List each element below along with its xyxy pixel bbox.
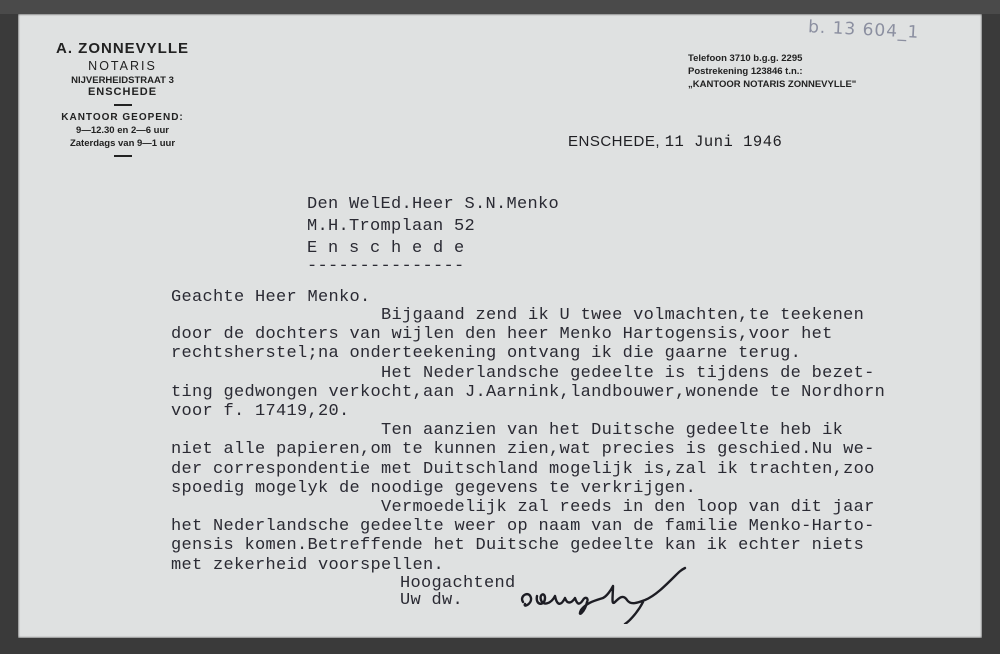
- letter-body: [171, 306, 885, 575]
- office-hours-label: KANTOOR GEOPEND:: [61, 112, 184, 123]
- body-line: ting gedwongen verkocht,aan J.Aarnink,landbouwer,wonende te Nordhorn: [171, 382, 886, 402]
- body-line: het Nederlandsche gedeelte weer op naam van de familie Menko-Harto-: [171, 517, 875, 537]
- salutation: Geachte Heer Menko.: [171, 288, 371, 307]
- body-line: rechtsherstel;na onderteekening ontvang ik die gaarne terug.: [171, 344, 802, 364]
- signature: [515, 566, 695, 624]
- closing: [400, 575, 516, 609]
- body-line: spoedig mogelyk de noodige gegevens te verkrijgen.: [171, 478, 697, 498]
- closing-line: Hoogachtend: [400, 574, 516, 593]
- address-underline: ---------------: [307, 257, 465, 276]
- letterhead: [30, 40, 215, 163]
- date-place: ENSCHEDE,: [568, 133, 661, 150]
- address-line: M.H.Tromplaan 52: [307, 217, 476, 236]
- divider: [114, 155, 132, 157]
- letter-date: [568, 133, 782, 151]
- body-line: door de dochters van wijlen den heer Menko Hartogensis,voor het: [171, 325, 833, 345]
- body-line: niet alle papieren,om te kunnen zien,wat precies is geschied.Nu we-: [171, 440, 875, 460]
- notary-title: NOTARIS: [88, 59, 157, 73]
- notary-street: NIJVERHEIDSTRAAT 3: [71, 75, 174, 86]
- postal-account: Postrekening 123846 t.n.:: [688, 66, 803, 77]
- body-line: Het Nederlandsche gedeelte is tijdens de bezet-: [171, 363, 875, 383]
- date-value: 11 Juni 1946: [664, 133, 783, 151]
- body-line: met zekerheid voorspellen.: [171, 555, 445, 575]
- contact-block: [688, 52, 856, 91]
- address-line: E n s c h e d e: [307, 239, 465, 258]
- office-hours-saturday: Zaterdags van 9—1 uur: [69, 138, 176, 149]
- divider: [114, 104, 132, 106]
- office-hours-weekday: 9—12.30 en 2—6 uur: [76, 125, 169, 136]
- recipient-address: [307, 194, 559, 274]
- phone: Telefoon 3710 b.g.g. 2295: [688, 53, 803, 64]
- body-line: Ten aanzien van het Duitsche gedeelte heb ik: [171, 421, 844, 441]
- notary-city: ENSCHEDE: [87, 86, 158, 98]
- closing-line: Uw dw.: [400, 591, 464, 610]
- address-line: Den WelEd.Heer S.N.Menko: [307, 195, 560, 214]
- body-line: gensis komen.Betreffende het Duitsche gedeelte kan ik echter niets: [171, 536, 865, 556]
- top-strip: [0, 0, 1000, 14]
- notary-name: A. ZONNEVYLLE: [55, 40, 189, 57]
- account-name: „KANTOOR NOTARIS ZONNEVYLLE": [688, 79, 857, 90]
- body-line: Bijgaand zend ik U twee volmachten,te teekenen: [171, 306, 865, 325]
- body-line: voor f. 17419,20.: [171, 402, 350, 422]
- body-line: Vermoedelijk zal reeds in den loop van dit jaar: [171, 498, 875, 518]
- archive-number: b. 13 604_1: [807, 17, 920, 43]
- body-line: der correspondentie met Duitschland mogelijk is,zal ik trachten,zoo: [171, 459, 875, 479]
